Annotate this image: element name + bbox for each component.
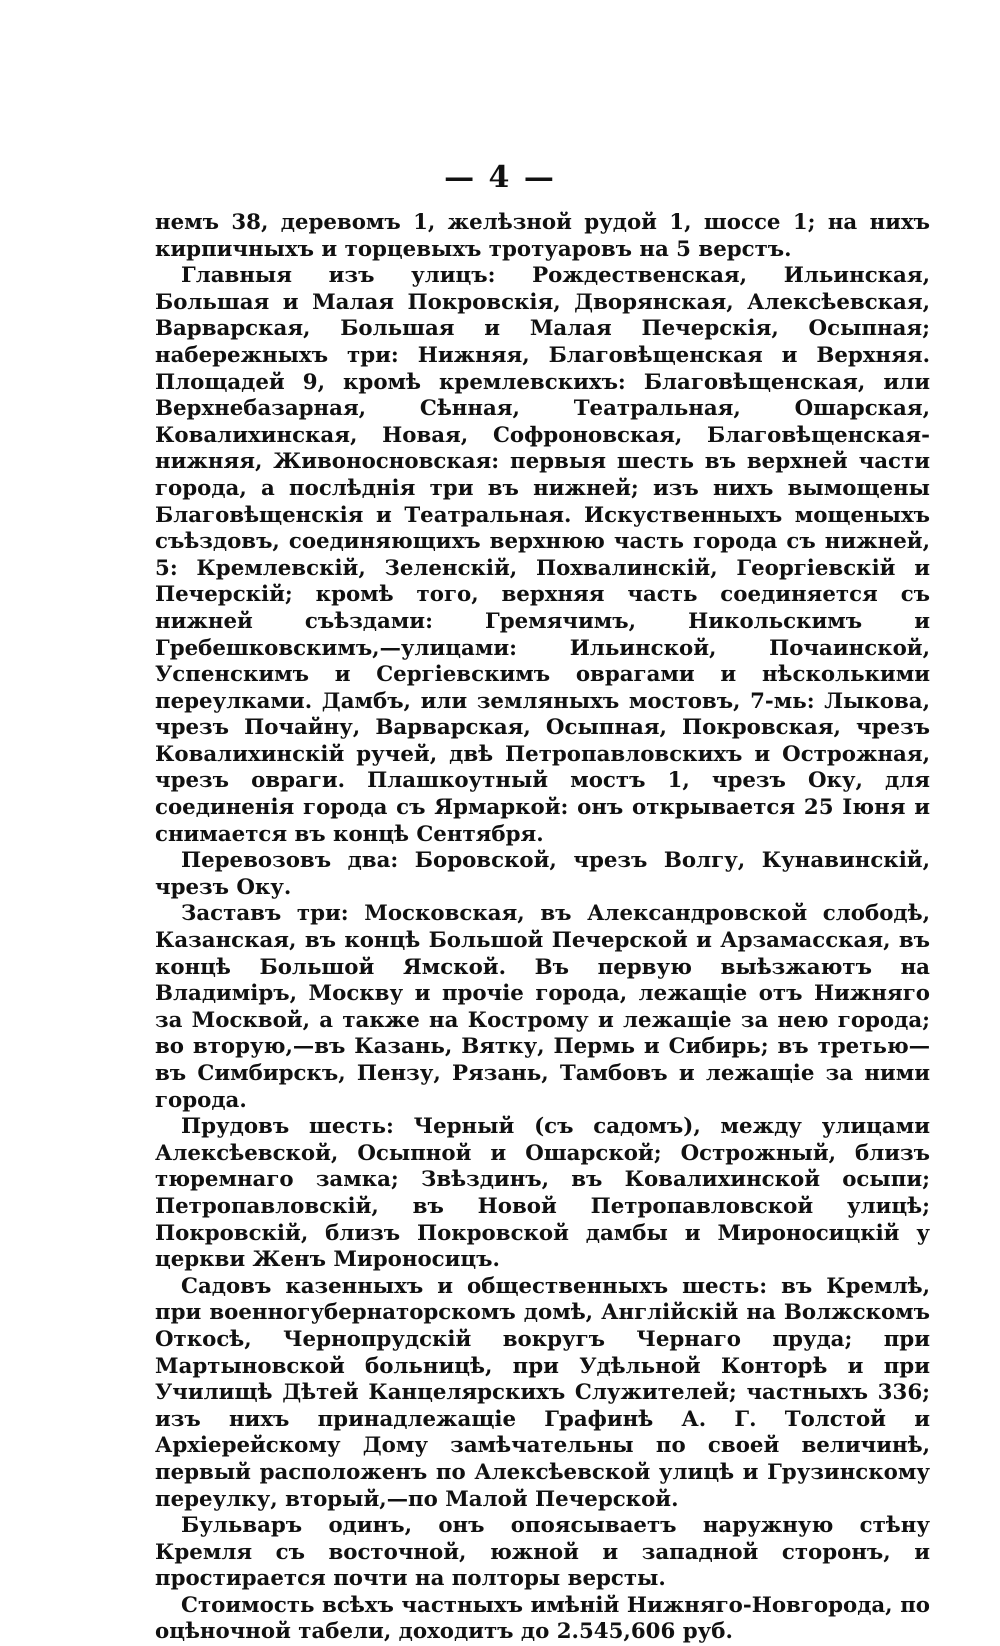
paragraph-ferries: Перевозовъ два: Боровской, чрезъ Волгу, Кунавинскій, чрезъ Оку. <box>155 848 930 900</box>
paragraph-gardens: Садовъ казенныхъ и общественныхъ шесть: въ Кремлѣ, при военногубернаторскомъ домѣ, Англійскій на Волжскомъ Откосѣ, Чернопрудскій вокругъ Чернаго пруда; при Мартыновской больницѣ, при Удѣльной Конторѣ и при Училищѣ Дѣтей Канцелярскихъ Служителей; частныхъ 336; изъ нихъ принадлежащіе Графинѣ А. Г. Толстой и Архіерейскому Дому замѣчательны по своей величинѣ, первый расположенъ по Алексѣевской улицѣ и Грузинскому переулку, вторый,—по Малой Печерской. <box>155 1273 930 1512</box>
paragraph-gates: Заставъ три: Московская, въ Александровской слободѣ, Казанская, въ концѣ Большой Печерской и Арзамасская, въ концѣ Большой Ямской. Въ первую выѣзжаютъ на Владиміръ, Москву и прочіе города, лежащіе отъ Нижняго за Москвой, а также на Кострому и лежащіе за нею города; во вторую,—въ Казань, Вятку, Пермь и Сибирь; въ третью—въ Симбирскъ, Пензу, Рязань, Тамбовъ и лежащіе за ними города. <box>155 901 930 1113</box>
paragraph-property-value: Стоимость всѣхъ частныхъ имѣній Нижняго-Новгорода, по оцѣночной табели, доходитъ до 2.545,606 руб. <box>155 1592 930 1645</box>
paragraph-boulevard: Бульваръ одинъ, онъ опоясываетъ наружную стѣну Кремля съ восточной, южной и западной сторонъ, и простирается почти на полторы версты. <box>155 1513 930 1592</box>
paragraph-streets-squares: Главныя изъ улицъ: Рождественская, Ильинская, Большая и Малая Покровскія, Дворянская, Алексѣевская, Варварская, Большая и Малая Печерскія, Осыпная; набережныхъ три: Нижняя, Благовѣщенская и Верхняя. Площадей 9, кромѣ кремлевскихъ: Благовѣщенская, или Верхнебазарная, Сѣнная, Театральная, Ошарская, Ковалихинская, Новая, Софроновская, Благовѣщенская-нижняя, Живоносновская: первыя шесть въ верхней части города, а послѣднія три въ нижней; изъ нихъ вымощены Благовѣщенскія и Театральная. Искуственныхъ мощеныхъ съѣздовъ, соединяющихъ верхнюю часть города съ нижней, 5: Кремлевскій, Зеленскій, Похвалинскій, Георгіевскій и Печерскій; кромѣ того, верхняя часть соединяется съ нижней съѣздами: Гремячимъ, Никольскимъ и Гребешковскимъ,—улицами: Ильинской, Почаинской, Успенскимъ и Сергіевскимъ оврагами и нѣсколькими переулками. Дамбъ, или земляныхъ мостовъ, 7-мь: Лыкова, чрезъ Почайну, Варварская, Осыпная, Покровская, чрезъ Ковалихинскій ручей, двѣ Петропавловскихъ и Острожная, чрезъ овраги. Плашкоутный мостъ 1, чрезъ Оку, для соединенія города съ Ярмаркой: онъ открывается 25 Іюня и снимается въ концѣ Сентября. <box>155 263 930 847</box>
page-body <box>155 210 930 1646</box>
page-number: — 4 — <box>444 160 556 195</box>
paragraph-continuation: немъ 38, деревомъ 1, желѣзной рудой 1, шоссе 1; на нихъ кирпичныхъ и торцевыхъ тротуаровъ на 5 верстъ. <box>155 210 930 262</box>
paragraph-ponds: Прудовъ шесть: Черный (съ садомъ), между улицами Алексѣевской, Осыпной и Ошарской; Острожный, близъ тюремнаго замка; Звѣздинъ, въ Ковалихинской осыпи; Петропавловскій, въ Новой Петропавловской улицѣ; Покровскій, близъ Покровской дамбы и Мироносицкій у церкви Женъ Мироносицъ. <box>155 1114 930 1273</box>
